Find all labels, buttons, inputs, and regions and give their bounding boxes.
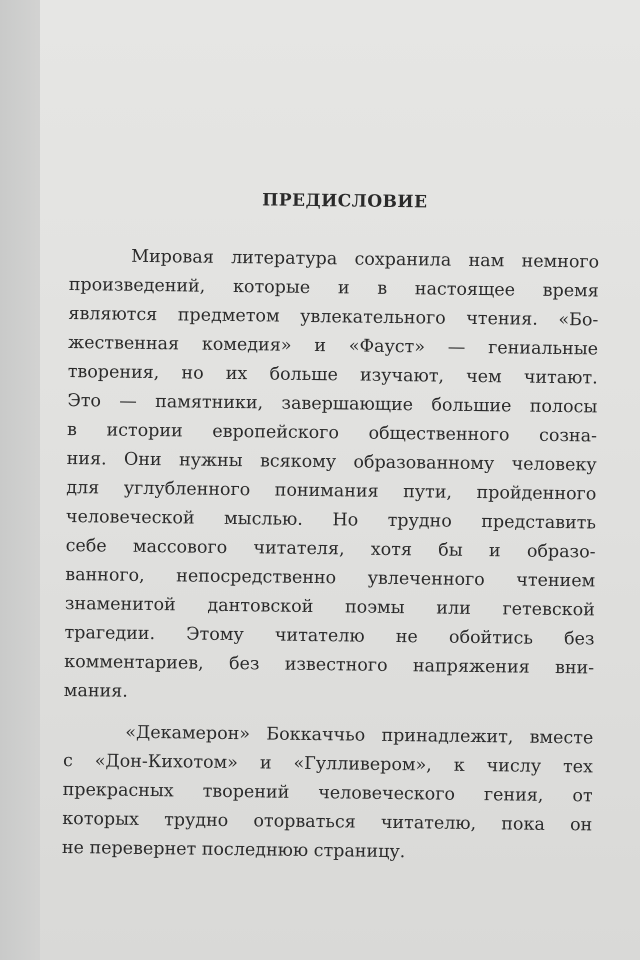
text-line: Мировая литература сохранила нам немного — [131, 246, 600, 273]
text-line: Это — памятники, завершающие большие полосы — [67, 390, 598, 418]
text-line: с «Дон-Кихотом» и «Гулливером», к числу тех — [62, 750, 594, 778]
text-line: являются предметом увлекательного чтения. «Бо- — [68, 303, 599, 331]
text-line: творения, но их больше изучают, чем читают. — [67, 361, 598, 389]
text-line: произведений, которые и в настоящее время — [68, 274, 599, 302]
paragraph-2 — [62, 718, 594, 869]
text-line: трагедии. Этому читателю не обойтись без — [64, 622, 595, 650]
text-line: прекрасных творений человеческого гения, от — [62, 779, 593, 807]
paragraph-1 — [64, 242, 600, 712]
text-line: жественная комедия» и «Фауст» — гениальные — [67, 332, 599, 360]
text-line: человеческой мыслью. Но трудно представить — [65, 506, 597, 534]
text-line: знаменитой дантовской поэмы или гетевской — [64, 593, 596, 621]
text-line: «Декамерон» Боккаччьо принадлежит, вместе — [125, 722, 594, 749]
text-line: не перевернет последнюю страницу. — [61, 837, 406, 863]
text-line: которых трудно оторваться читателю, пока он — [62, 808, 593, 836]
text-line: себе массового читателя, хотя бы и образо- — [65, 535, 596, 563]
page-text — [62, 188, 600, 869]
text-line: в истории европейского общественного созна- — [66, 419, 598, 447]
text-line: мания. — [63, 680, 128, 702]
text-line: ванного, непосредственно увлеченного чтением — [65, 564, 596, 592]
page-title: ПРЕДИСЛОВИЕ — [262, 190, 428, 213]
text-line: для углубленного понимания пути, пройденного — [66, 477, 597, 505]
text-line: ния. Они нужны всякому образованному человеку — [66, 448, 597, 476]
text-line: комментариев, без известного напряжения вни- — [64, 651, 595, 679]
